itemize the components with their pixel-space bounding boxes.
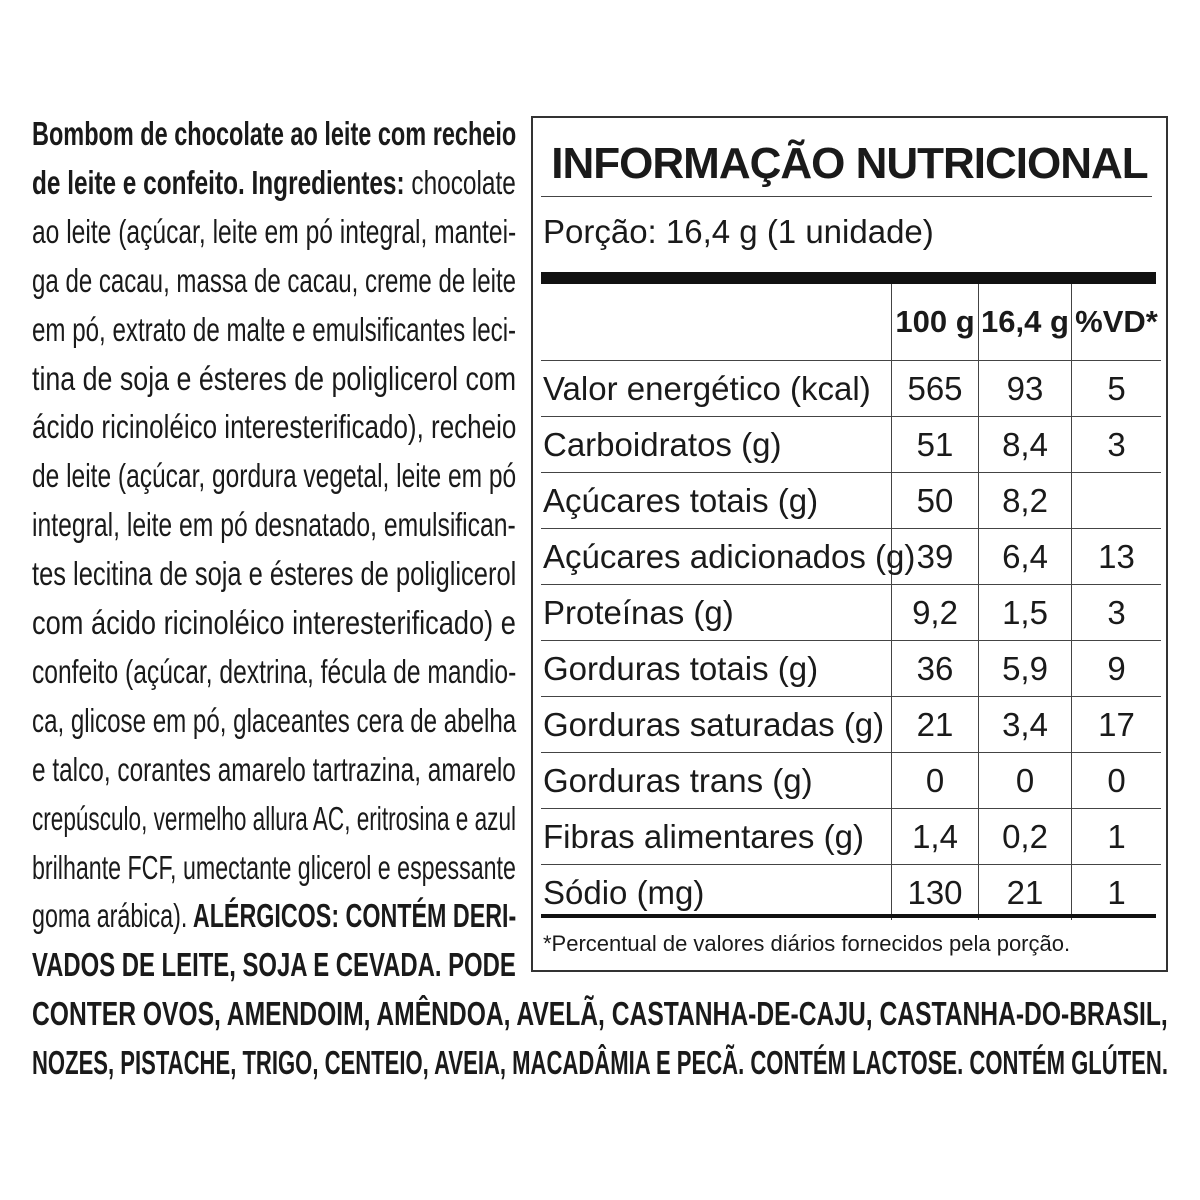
ingredients-line <box>32 501 516 549</box>
value-portion: 93 <box>979 361 1072 417</box>
nutrient-label: Sódio (mg) <box>543 874 705 911</box>
footnote: *Percentual de valores diários fornecidos pela porção. <box>543 931 1071 956</box>
nutrition-row <box>541 585 1161 641</box>
ingredients-text-segment: goma arábica). <box>32 897 188 935</box>
ingredients-line <box>32 110 516 158</box>
value-vd <box>1072 473 1162 529</box>
ingredients-text-segment: ácido ricinoléico interesterificado), recheio <box>32 408 517 446</box>
nutrition-row <box>541 417 1161 473</box>
value-vd: 3 <box>1072 417 1162 473</box>
ingredients-text-segment: em pó, extrato de malte e emulsificantes leci- <box>32 310 517 348</box>
value-100g: 39 <box>892 529 979 585</box>
thick-divider <box>541 272 1156 284</box>
ingredients-text-segment: ga de cacau, massa de cacau, creme de leite <box>32 261 517 299</box>
portion-size: Porção: 16,4 g (1 unidade) <box>543 213 934 250</box>
table-header-row <box>541 284 1161 361</box>
nutrition-title: INFORMAÇÃO NUTRICIONAL <box>551 139 1148 188</box>
value-portion: 8,2 <box>979 473 1072 529</box>
ingredients-text-segment: ca, glicose em pó, glaceantes cera de abelha <box>32 701 517 739</box>
value-portion: 5,9 <box>979 641 1072 697</box>
ingredients-bold-text: de leite e confeito. Ingredientes: <box>32 163 405 201</box>
value-portion: 21 <box>979 865 1072 921</box>
header-vd: %VD* <box>1072 284 1162 361</box>
value-portion: 0,2 <box>979 809 1072 865</box>
value-vd: 3 <box>1072 585 1162 641</box>
ingredients-line <box>32 550 516 598</box>
ingredients-line <box>32 452 516 500</box>
nutrition-row <box>541 473 1161 529</box>
ingredients-text-segment: crepúsculo, vermelho allura AC, eritrosina e azul <box>32 799 517 837</box>
value-100g: 9,2 <box>892 585 979 641</box>
value-vd: 9 <box>1072 641 1162 697</box>
value-vd: 1 <box>1072 809 1162 865</box>
ingredients-bold-text: Bombom de chocolate ao leite com recheio <box>32 115 517 152</box>
value-portion: 3,4 <box>979 697 1072 753</box>
ingredients-line <box>32 306 516 354</box>
value-vd: 13 <box>1072 529 1162 585</box>
nutrition-row <box>541 529 1161 585</box>
ingredients-text-segment: integral, leite em pó desnatado, emulsifican- <box>32 506 516 544</box>
nutrient-label: Gorduras totais (g) <box>541 641 892 697</box>
nutrient-label: Gorduras saturadas (g) <box>541 697 892 753</box>
ingredients-text-segment: de leite (açúcar, gordura vegetal, leite em pó <box>32 457 517 495</box>
value-portion: 0 <box>979 753 1072 809</box>
ingredients-line <box>32 697 516 745</box>
ingredients-line <box>32 257 516 305</box>
nutrition-row <box>541 697 1161 753</box>
ingredients-bold-text: ALÉRGICOS: CONTÉM DERI- <box>187 897 517 935</box>
value-portion: 1,5 <box>979 585 1072 641</box>
value-100g: 1,4 <box>892 809 979 865</box>
header-portion: 16,4 g <box>979 284 1072 361</box>
ingredients-line <box>32 355 516 403</box>
nutrient-label: Fibras alimentares (g) <box>541 809 892 865</box>
ingredients-text-segment: e talco, corantes amarelo tartrazina, amarelo <box>32 750 516 788</box>
ingredients-line <box>32 599 516 647</box>
value-vd: 5 <box>1072 361 1162 417</box>
ingredients-line <box>32 648 516 696</box>
nutrient-label: Açúcares adicionados (g) <box>541 529 892 585</box>
value-vd: 17 <box>1072 697 1162 753</box>
ingredients-line <box>32 892 516 940</box>
allergen-line: NOZES, PISTACHE, TRIGO, CENTEIO, AVEIA, MACADÂMIA E PECÃ. CONTÉM LACTOSE. CONTÉM GLÚTEN. <box>32 1044 1168 1082</box>
ingredients-text-segment: brilhante FCF, umectante glicerol e espessante <box>32 848 516 886</box>
nutrition-row <box>541 865 1161 921</box>
nutrition-table <box>541 284 1161 920</box>
value-100g: 51 <box>892 417 979 473</box>
nutrition-row <box>541 641 1161 697</box>
ingredients-text-segment: chocolate <box>404 163 516 201</box>
ingredients-line <box>32 746 516 794</box>
ingredients-line <box>32 208 516 256</box>
nutrient-label: Proteínas (g) <box>541 585 892 641</box>
nutrition-row <box>541 361 1161 417</box>
ingredients-line <box>32 403 516 451</box>
value-vd: 1 <box>1072 865 1162 921</box>
nutrient-label: Carboidratos (g) <box>541 417 892 473</box>
ingredients-bold-text: VADOS DE LEITE, SOJA E CEVADA. PODE <box>32 946 516 984</box>
nutrition-table-wrap <box>541 284 1158 920</box>
header-label <box>541 284 892 361</box>
ingredients-text-segment: tes lecitina de soja e ésteres de poliglicerol <box>32 555 517 593</box>
value-100g: 36 <box>892 641 979 697</box>
value-portion: 6,4 <box>979 529 1072 585</box>
ingredients-line <box>32 844 516 892</box>
nutrient-label: Gorduras trans (g) <box>541 753 892 809</box>
value-100g: 565 <box>892 361 979 417</box>
ingredients-line <box>32 941 516 989</box>
nutrition-row <box>541 753 1161 809</box>
allergen-line: CONTER OVOS, AMENDOIM, AMÊNDOA, AVELÃ, CASTANHA-DE-CAJU, CASTANHA-DO-BRASIL, <box>32 995 1168 1033</box>
nutrient-label: Valor energético (kcal) <box>541 361 892 417</box>
value-100g: 50 <box>892 473 979 529</box>
ingredients-text-segment: confeito (açúcar, dextrina, fécula de mandio- <box>32 652 517 690</box>
nutrition-facts-panel <box>531 116 1168 972</box>
ingredients-line <box>32 795 516 843</box>
value-portion: 8,4 <box>979 417 1072 473</box>
title-divider <box>541 196 1152 197</box>
value-vd: 0 <box>1072 753 1162 809</box>
ingredients-text-segment: tina de soja e ésteres de poliglicerol com <box>32 359 517 397</box>
value-100g: 21 <box>892 697 979 753</box>
ingredients-text-segment: ao leite (açúcar, leite em pó integral, mantei- <box>32 212 517 250</box>
header-100g: 100 g <box>892 284 979 361</box>
ingredients-text-segment: com ácido ricinoléico interesterificado) e <box>32 604 516 641</box>
value-100g: 130 <box>892 865 979 921</box>
nutrient-label: Açúcares totais (g) <box>541 473 892 529</box>
nutrition-row <box>541 809 1161 865</box>
value-100g: 0 <box>892 753 979 809</box>
bottom-divider <box>541 914 1156 918</box>
ingredients-line <box>32 159 516 207</box>
